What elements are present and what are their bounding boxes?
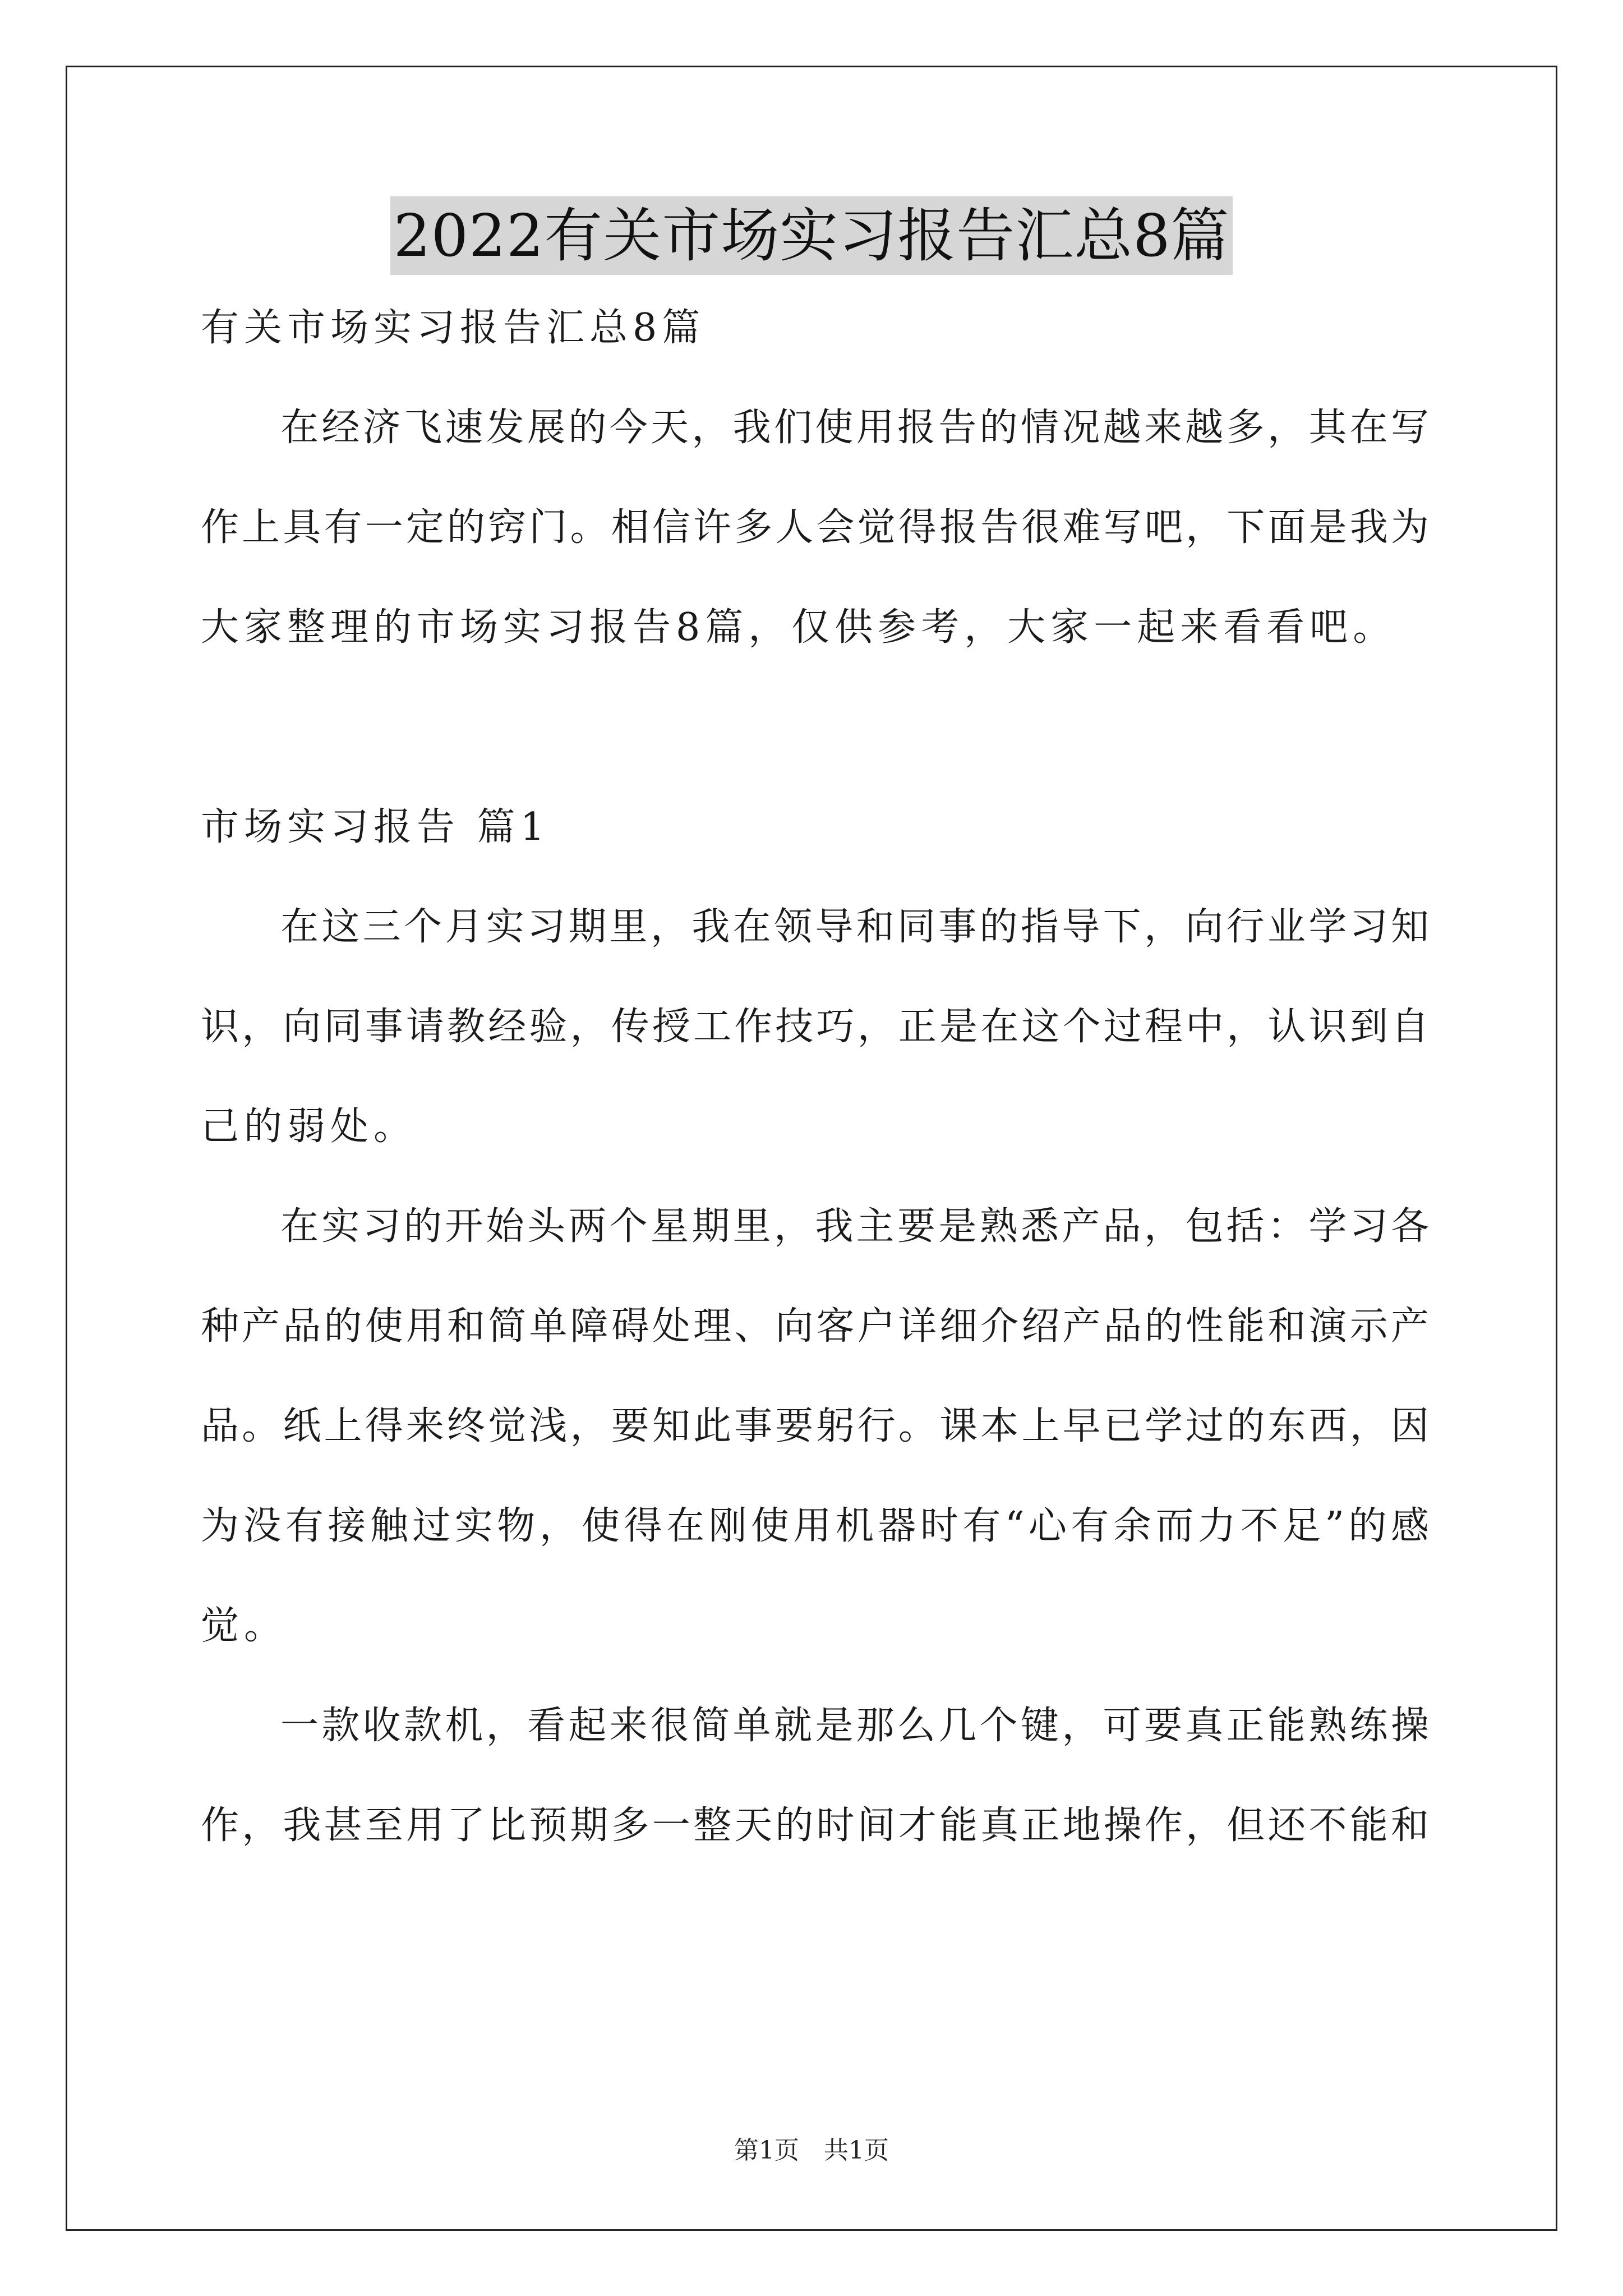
intro-line: 作上具有一定的窍门。相信许多人会觉得报告很难写吧，下面是我为 [201, 505, 1429, 550]
intro-line: 在经济飞速发展的今天，我们使用报告的情况越来越多，其在写 [280, 406, 1429, 450]
intro-line: 大家整理的市场实习报告8篇，仅供参考，大家一起来看看吧。 [201, 605, 1396, 650]
paragraph-line: 一款收款机，看起来很简单就是那么几个键，可要真正能熟练操 [280, 1704, 1429, 1748]
page-footer [0, 2135, 1623, 2166]
paragraph-line: 为没有接触过实物，使得在刚使用机器时有“心有余而力不足”的感 [201, 1504, 1429, 1548]
paragraph-line: 觉。 [201, 1604, 288, 1648]
document-body [201, 303, 1429, 1901]
paragraph-line: 品。纸上得来终觉浅，要知此事要躬行。课本上早已学过的东西，因 [201, 1404, 1429, 1448]
paragraph-line: 己的弱处。 [201, 1105, 417, 1149]
paragraph-line: 识，向同事请教经验，传授工作技巧，正是在这个过程中，认识到自 [201, 1005, 1429, 1049]
section-heading: 市场实习报告 篇1 [201, 805, 550, 849]
paragraph-line: 作，我甚至用了比预期多一整天的时间才能真正地操作，但还不能和 [201, 1803, 1429, 1848]
paragraph-line: 在实习的开始头两个星期里，我主要是熟悉产品，包括：学习各 [280, 1204, 1429, 1249]
document-subtitle: 有关市场实习报告汇总8篇 [201, 306, 706, 350]
page-total: 共1页 [824, 2136, 889, 2165]
paragraph-line: 在这三个月实习期里，我在领导和同事的指导下，向行业学习知 [280, 905, 1429, 949]
page-number: 第1页 [734, 2136, 799, 2165]
paragraph-line: 种产品的使用和简单障碍处理、向客户详细介绍产品的性能和演示产 [201, 1304, 1429, 1349]
document-title: 2022有关市场实习报告汇总8篇 [390, 196, 1233, 275]
title-block [0, 196, 1623, 275]
